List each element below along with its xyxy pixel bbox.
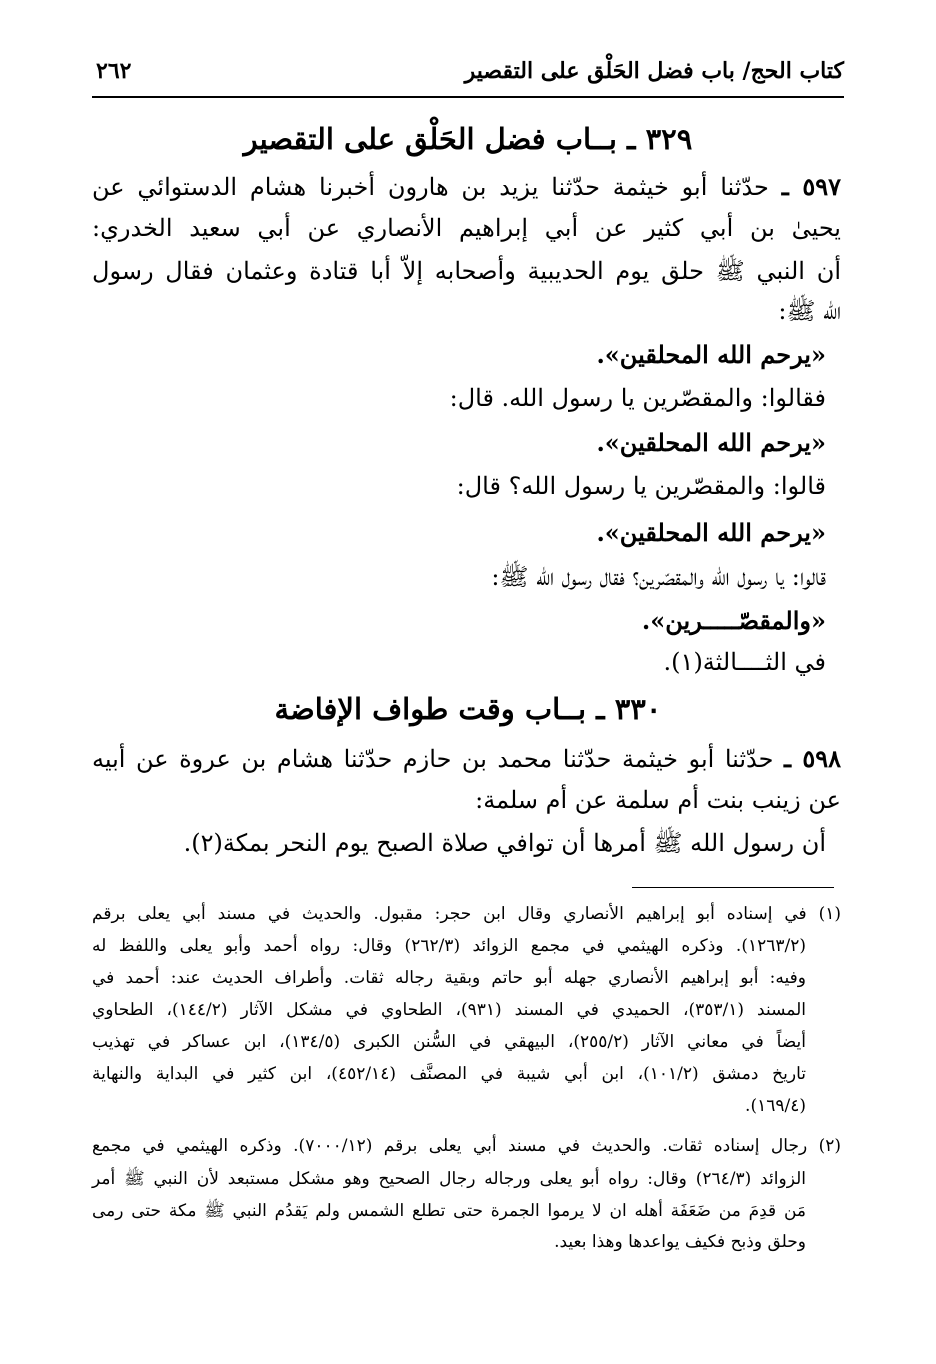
footnote-1-line-3: وفيه: أبو إبراهيم الأنصاري جهله أبو حاتم وبقية رجاله ثقات. وأطراف الحديث عند: أحمد في xyxy=(92,968,806,988)
hadith-597-isnad-line-2: يحيىٰ بن أبي كثير عن أبي إبراهيم الأنصاري عن أبي سعيد الخدري: xyxy=(92,214,841,242)
dialogue-line-8: في الثــــالثة(١). xyxy=(663,648,826,676)
dialogue-line-5: «يرحم الله المحلقين». xyxy=(596,518,826,547)
chapter-heading-329: ٣٢٩ ـ بــاب فضل الحَلْق على التقصير xyxy=(243,122,693,156)
footnote-2-line-4: وحلق وذبح فكيف يواعدها وهذا بعيد. xyxy=(554,1232,806,1252)
hadith-number-598: ٥٩٨ ـ xyxy=(784,744,841,773)
hadith-598-isnad-line-1 xyxy=(92,744,841,773)
footnote-1-line-1: (١) في إسناده أبو إبراهيم الأنصاري وقال ابن حجر: مقبول. والحديث في مسند أبي يعلى برقم xyxy=(92,904,841,924)
footnote-1-line-4: المسند (٣٥٣/١)، الحميدي في المسند (٩٣١)، الطحاوي في مشكل الآثار (١٤٤/٢)، الطحاوي xyxy=(92,1000,806,1020)
hadith-598-isnad-line-2: عن زينب بنت أم سلمة عن أم سلمة: xyxy=(475,786,841,814)
dialogue-line-1: «يرحم الله المحلقين». xyxy=(596,340,826,369)
footnote-1-line-5: أيضاً في معاني الآثار (٢٥٥/٢)، البيهقي في السُّنن الكبرى (١٣٤/٥)، ابن عساكر في تهذيب xyxy=(92,1032,806,1052)
header-rule xyxy=(92,96,844,98)
footnote-2-line-1: (٢) رجال إسناده ثقات. والحديث في مسند أبي يعلى برقم (٧٠٠٠/١٢). وذكره الهيثمي في مجمع xyxy=(92,1136,842,1156)
page-number: ٢٦٢ xyxy=(96,58,132,84)
hadith-598-matn-line-1: أن رسول الله ﷺ أمرها أن توافي صلاة الصبح يوم النحر بمكة(٢). xyxy=(183,829,826,857)
hadith-597-isnad-line-1 xyxy=(92,172,841,201)
footnote-2-line-3: مَن قدِمَ من ضَعَفَة أهله ان لا يرموا الجمرة حتى تطلع الشمس ولم يَقدُم النبي ﷺ مكة حتى رمى xyxy=(92,1201,806,1221)
footnote-1-line-7: (١٦٩/٤). xyxy=(745,1096,806,1116)
dialogue-line-7: «والمقصّـــــرين». xyxy=(641,606,826,635)
isnad-text: حدّثنا أبو خيثمة حدّثنا يزيد بن هارون أخبرنا هشام الدستوائي عن xyxy=(92,173,769,201)
chapter-heading-330: ٣٣٠ ـ بــاب وقت طواف الإفاضة xyxy=(274,692,662,726)
dialogue-line-2: فقالوا: والمقصّرين يا رسول الله. قال: xyxy=(449,384,826,412)
hadith-number-597: ٥٩٧ ـ xyxy=(781,172,841,201)
footnote-2-line-2: الزوائد (٢٦٤/٣) وقال: رواه أبو يعلى ورجاله رجال الصحيح وهو مشكل مستبعد لأن النبي ﷺ أمر xyxy=(92,1169,806,1189)
running-title: كتاب الحج/ باب فضل الحَلْق على التقصير xyxy=(464,58,844,84)
footnote-1-line-2: (١٢٦٣/٢). وذكره الهيثمي في مجمع الزوائد (٢٦٢/٣) وقال: رواه أحمد وأبو يعلى واللفظ له xyxy=(92,936,806,956)
dialogue-line-6: قالوا: يا رسول الله والمقصّرين؟ فقال رسول الله ﷺ: xyxy=(491,563,826,591)
hadith-597-matn-line-1: أن النبي ﷺ حلق يوم الحديبية وأصحابه إلاّ أبا قتادة وعثمان فقال رسول xyxy=(92,257,841,285)
isnad-text: حدّثنا أبو خيثمة حدّثنا محمد بن حازم حدّثنا هشام بن عروة عن أبيه xyxy=(92,745,774,773)
footnote-1-line-6: تاريخ دمشق (١٠١/٢)، ابن أبي شيبة في المصنَّف (٤٥٢/١٤)، ابن كثير في البداية والنهاية xyxy=(92,1064,806,1084)
dialogue-line-4: قالوا: والمقصّرين يا رسول الله؟ قال: xyxy=(456,472,826,500)
hadith-597-matn-line-2: الله ﷺ: xyxy=(778,297,841,325)
footnote-rule xyxy=(632,887,834,888)
dialogue-line-3: «يرحم الله المحلقين». xyxy=(596,428,826,457)
